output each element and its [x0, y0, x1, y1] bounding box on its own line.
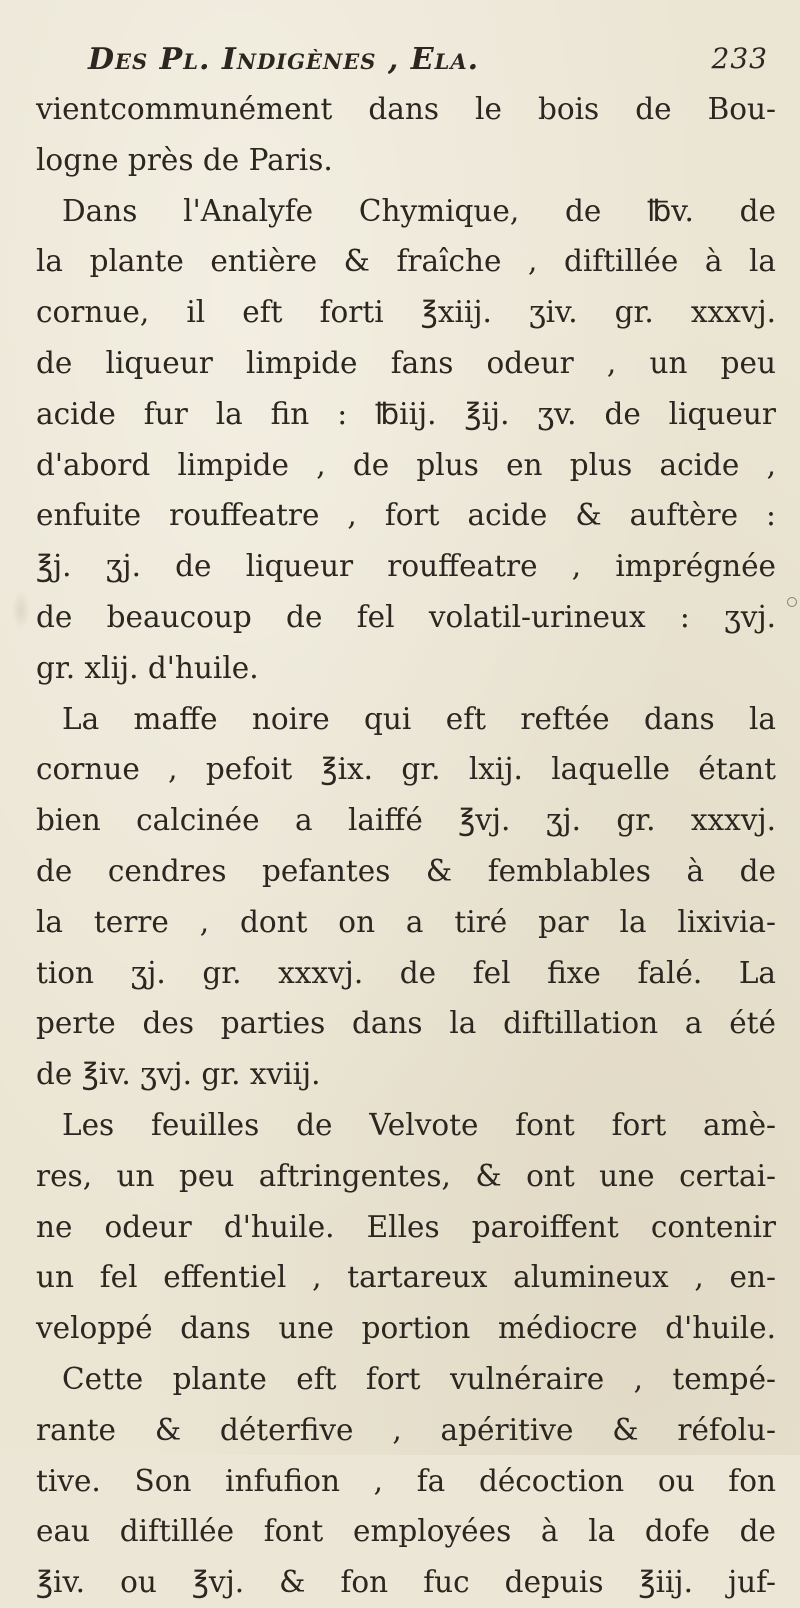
- text-line: tion ʒj. gr. xxxvj. de fel fixe falé. La: [36, 955, 776, 990]
- text-line: de beaucoup de fel volatil-urineux : ʒvj.: [36, 599, 776, 634]
- text-line: cornue, il eft forti ℥xiij. ʒiv. gr. xxxvj.: [36, 295, 776, 330]
- text-line: enfuite rouffeatre , fort acide & auftère :: [36, 498, 776, 533]
- body-text: [36, 84, 776, 1608]
- text-line: tive. Son infufion , fa décoction ou fon: [36, 1463, 776, 1498]
- text-line: ℥iv. ou ℥vj. & fon fuc depuis ℥iij. juf-: [36, 1565, 776, 1600]
- text-line: acide fur la fin : ℔iij. ℥ij. ʒv. de liqueur: [36, 396, 776, 431]
- text-line: d'abord limpide , de plus en plus acide ,: [36, 447, 776, 482]
- text-line: Dans l'Analyfe Chymique, de ℔v. de: [62, 193, 776, 228]
- text-line: res, un peu aftringentes, & ont une certai-: [36, 1158, 776, 1193]
- running-head: [88, 40, 768, 84]
- text-line: rante & déterfive , apéritive & réfolu-: [36, 1412, 776, 1447]
- text-line: veloppé dans une portion médiocre d'huile.: [36, 1311, 776, 1346]
- text-line: de cendres pefantes & femblables à de: [36, 853, 776, 888]
- text-line: bien calcinée a laiffé ℥vj. ʒj. gr. xxxvj.: [36, 803, 776, 838]
- page-number: 233: [711, 42, 768, 75]
- paper-smudge: [12, 590, 30, 630]
- text-line: eau diftillée font employées à la dofe de: [36, 1514, 776, 1549]
- text-line: La maffe noire qui eft reftée dans la: [62, 701, 776, 736]
- margin-ring-mark: [787, 597, 797, 607]
- text-line: ℥j. ʒj. de liqueur rouffeatre , imprégnée: [36, 549, 776, 584]
- text-line: de ℥iv. ʒvj. gr. xviij.: [36, 1057, 321, 1092]
- text-line: un fel effentiel , tartareux alumineux , en-: [36, 1260, 776, 1295]
- text-line: la terre , dont on a tiré par la lixivia-: [36, 904, 776, 939]
- text-line: logne près de Paris.: [36, 142, 333, 177]
- text-line: gr. xlij. d'huile.: [36, 650, 259, 685]
- text-line: ne odeur d'huile. Elles paroiffent contenir: [36, 1209, 776, 1244]
- text-line: Les feuilles de Velvote font fort amè-: [62, 1107, 776, 1142]
- text-line: de liqueur limpide fans odeur , un peu: [36, 345, 776, 380]
- text-line: Cette plante eft fort vulnéraire , tempé-: [62, 1361, 776, 1396]
- text-line: la plante entière & fraîche , diftillée à la: [36, 244, 776, 279]
- text-line: cornue , pefoit ℥ix. gr. lxij. laquelle étant: [36, 752, 776, 787]
- text-line: perte des parties dans la diftillation a été: [36, 1006, 776, 1041]
- running-head-title: Des Pl. Indigènes , Ela.: [88, 42, 480, 77]
- text-line: vientcommunément dans le bois de Bou-: [36, 92, 776, 126]
